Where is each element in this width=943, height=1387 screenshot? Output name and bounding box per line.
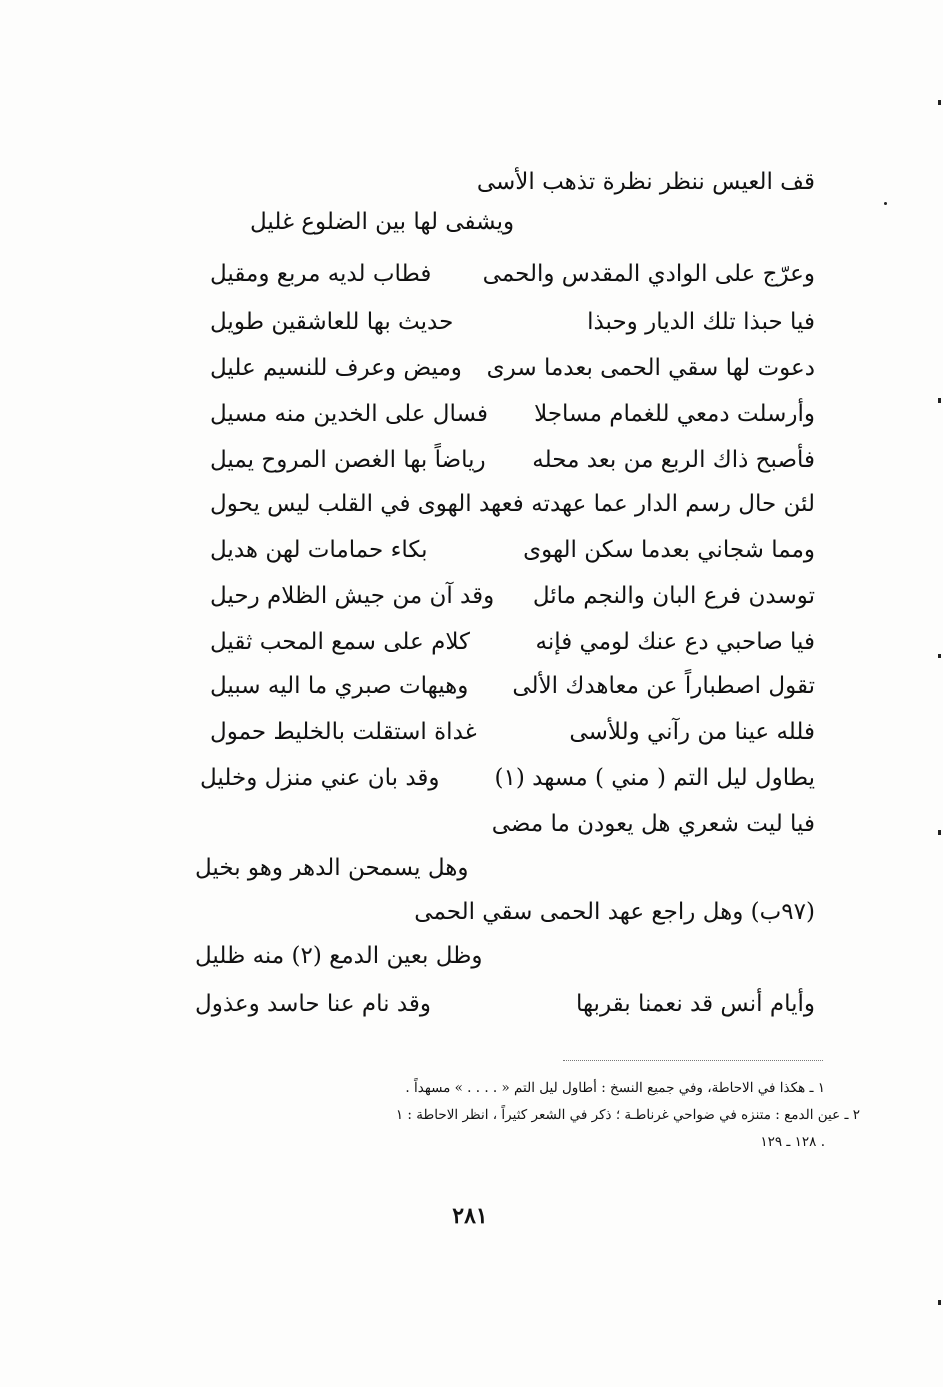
poem-line-13 <box>190 710 815 754</box>
verse-text: قف العيس ننظر نظرة تذهب الأسى <box>476 169 815 195</box>
poem-line-3 <box>190 252 815 296</box>
footnote-2-continuation: . ١٢٨ ـ ١٢٩ <box>760 1134 825 1150</box>
verse-first-half: فيا صاحبي دع عنك لومي فإنه <box>535 629 815 655</box>
verse-first-half: تقول اصطباراً عن معاهدك الألى <box>512 673 815 699</box>
scan-speck <box>938 654 941 658</box>
poem-line-12 <box>190 664 815 708</box>
poem-line-7 <box>190 438 815 482</box>
verse-second-half: بكاء حمامات لهن هديل <box>210 537 428 563</box>
poem-line-16 <box>190 846 815 890</box>
verse-first-half: وأرسلت دمعي للغمام مساجلا <box>534 401 815 427</box>
verse-second-half: حديث بها للعاشقين طويل <box>210 309 454 335</box>
verse-first-half: توسدن فرع البان والنجم مائل <box>532 583 815 609</box>
scan-speck <box>938 398 941 403</box>
verse-first-half: لئن حال رسم الدار عما عهدته <box>531 491 815 517</box>
verse-first-half: ومما شجاني بعدما سكن الهوى <box>523 537 815 563</box>
verse-second-half: وقد آن من جيش الظلام رحيل <box>210 583 495 609</box>
page-number: ٢٨١ <box>452 1203 488 1229</box>
footnote-divider <box>563 1060 823 1061</box>
footnote-1: ١ ـ هكذا في الاحاطة، وفي جميع النسخ : أطاول ليل التم « . . . . » مسهداً . <box>405 1080 825 1096</box>
verse-second-half: رياضاً بها الغصن المروح يميل <box>210 447 486 473</box>
poem-line-1 <box>190 160 815 204</box>
verse-second-half: وميض وعرف للنسيم عليل <box>210 355 462 381</box>
verse-first-half: دعوت لها سقي الحمى بعدما سرى <box>486 355 815 381</box>
poem-line-14 <box>190 756 815 800</box>
scan-speck <box>938 1300 941 1305</box>
verse-text: وظل بعين الدمع (٢) منه ظليل <box>195 943 483 969</box>
verse-text: وهل يسمحن الدهر وهو بخيل <box>195 855 469 881</box>
scan-speck <box>884 202 887 205</box>
verse-second-half: فطاب لديه مربع ومقيل <box>210 261 432 287</box>
poem-line-18 <box>190 934 815 978</box>
poem-line-6 <box>190 392 815 436</box>
verse-text: (٩٧ب) وهل راجع عهد الحمى سقي الحمى <box>414 899 815 925</box>
poem-line-8 <box>190 482 815 526</box>
scan-speck <box>938 100 941 105</box>
poem-line-5 <box>190 346 815 390</box>
verse-first-half: وعرّج على الوادي المقدس والحمى <box>482 261 815 287</box>
poem-line-15 <box>190 802 815 846</box>
poem-line-17 <box>190 890 815 934</box>
verse-first-half: فيا حبذا تلك الديار وحبذا <box>587 309 815 335</box>
verse-second-half: وقد نام عنا حاسد وعذول <box>195 991 432 1017</box>
verse-first-half: يطاول ليل التم ( مني ) مسهد (١) <box>494 765 815 791</box>
footnote-2: ٢ ـ عين الدمع : متنزه في ضواحي غرناطـة ؛ ذكر في الشعر كثيراً ، انظر الاحاطة : ١ <box>395 1107 860 1123</box>
verse-first-half: وأيام أنس قد نعمنا بقربها <box>575 991 815 1017</box>
verse-second-half: فعهد الهوى في القلب ليس يحول <box>210 491 524 517</box>
poem-line-19 <box>190 982 815 1026</box>
poem-line-9 <box>190 528 815 572</box>
verse-text: فيا ليت شعري هل يعودن ما مضى <box>491 811 815 837</box>
poem-line-4 <box>190 300 815 344</box>
verse-second-half: كلام على سمع المحب ثقيل <box>210 629 470 655</box>
verse-second-half: فسال على الخدين منه مسيل <box>210 401 488 427</box>
verse-second-half: غداة استقلت بالخليط حمول <box>210 719 477 745</box>
scan-speck <box>938 830 941 835</box>
verse-first-half: فلله عينا من رآني وللأسى <box>569 719 815 745</box>
verse-text: ويشفى لها بين الضلوع غليل <box>250 209 515 235</box>
verse-first-half: فأصبح ذاك الربع من بعد محله <box>532 447 815 473</box>
poem-line-10 <box>190 574 815 618</box>
verse-second-half: وهيهات صبري ما اليه سبيل <box>210 673 469 699</box>
poem-line-11 <box>190 620 815 664</box>
poem-line-2 <box>190 200 815 244</box>
verse-second-half: وقد بان عني منزل وخليل <box>200 765 440 791</box>
footnotes <box>150 1075 860 1156</box>
